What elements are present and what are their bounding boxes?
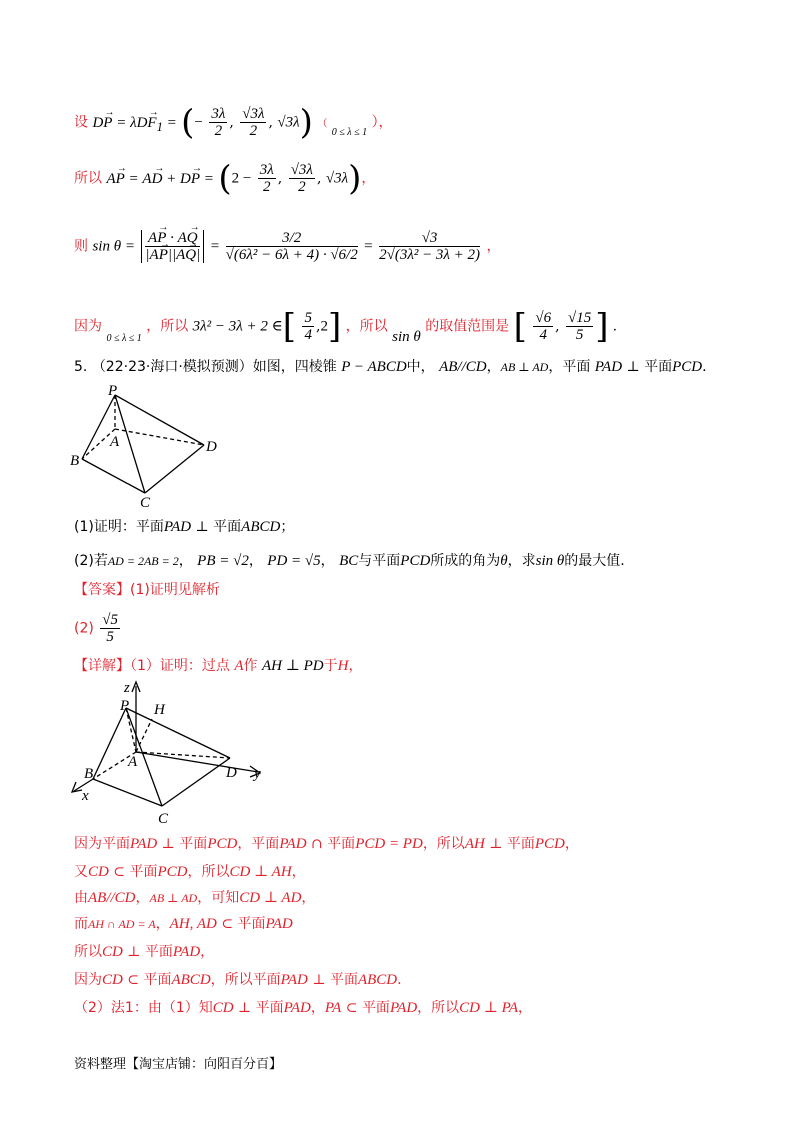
answer-part-2: (2) $\frac{√5}{5}$ bbox=[74, 612, 119, 645]
solution-line-sin: 则 sin θ = → $\frac{AP \cdot \to AQ}{|\to AP||\to AQ|}$ = $\frac{3/2}{\text{√(6λ² − 6λ + 4) · √6/2}}$ = $\frac{√3}{\text{2√(3λ² − 3λ + 2)}}$ ， bbox=[74, 230, 760, 263]
vertex-label-a: A bbox=[110, 434, 120, 450]
proof-step-3: 由AB//CD，AB ⊥ AD，可知CD ⊥ AD， bbox=[74, 890, 316, 906]
proof-step-5: 所以CD ⊥ 平面PAD， bbox=[74, 944, 215, 960]
proof-step-1: 因为平面PAD ⊥ 平面PCD，平面PAD ∩ 平面PCD = PD，所以AH ⊥ 平面PCD， bbox=[74, 836, 579, 852]
vertex-label-b: B bbox=[84, 766, 94, 782]
vertex-label-c: C bbox=[140, 495, 151, 510]
vertex-label-d: D bbox=[226, 765, 237, 781]
pyramid-figure bbox=[68, 385, 238, 510]
proof-step-4: 而AH ∩ AD = A，AH, AD ⊂ 平面PAD bbox=[74, 916, 293, 932]
detail-intro: 【详解】（1）证明：过点 A作 AH ⊥ PD于H， bbox=[74, 658, 363, 674]
proof-step-7: （2）法1：由（1）知CD ⊥ 平面PAD，PA ⊂ 平面PAD，所以CD ⊥ PA， bbox=[74, 1000, 533, 1016]
solution-line-range: 因为 $_{0 \le \lambda \le 1}$ ，所以 3λ² − 3λ + 2 ∈[ $\frac{5}{4}$ ,2] ，所以 sin θ 的取值范围是 [ $\frac{√6}{4}$ , $\frac{√15}{5}$ ] . bbox=[74, 306, 617, 347]
vertex-label-a: A bbox=[128, 754, 138, 770]
vertex-label-p: P bbox=[108, 385, 118, 399]
vertex-label-p: P bbox=[120, 698, 130, 714]
axis-label-x: x bbox=[82, 788, 89, 804]
solution-line-ap: 所以 → AP = → AD + → DP = (2 − $\frac{3\lambda}{2}$ , $\frac{√3\lambda}{2}$ , √3λ)， bbox=[74, 162, 760, 195]
part-1: (1)证明：平面PAD ⊥ 平面ABCD； bbox=[74, 519, 295, 535]
proof-step-6: 因为CD ⊂ 平面ABCD，所以平面PAD ⊥ 平面ABCD. bbox=[74, 972, 402, 988]
footer-note: 资料整理【淘宝店铺：向阳百分百】 bbox=[74, 1057, 283, 1072]
vertex-label-c: C bbox=[158, 811, 169, 827]
part-2: (2)若AD = 2AB = 2， PB = √2， PD = √5， BC与平面PCD所成的角为θ，求sin θ的最大值. bbox=[74, 553, 625, 569]
answer-line: 【答案】(1)证明见解析 bbox=[74, 582, 220, 598]
proof-step-2: 又CD ⊂ 平面PCD，所以CD ⊥ AH， bbox=[74, 864, 306, 880]
solution-line-dp: 设 → DP = $\lambda\to DF_1$ = (− $\frac{3\lambda}{2}$ , $\frac{√3\lambda}{2}$ , √3λ) （ $_{0 \le \lambda \le 1}$ ）， bbox=[74, 106, 760, 139]
vertex-label-d: D bbox=[206, 439, 217, 455]
axis-label-y: y bbox=[254, 766, 261, 782]
vertex-label-b: B bbox=[70, 453, 80, 469]
vertex-label-h: H bbox=[154, 702, 165, 718]
coordinate-pyramid-figure bbox=[68, 678, 278, 828]
problem-statement: 5. （22·23·海口·模拟预测）如图，四棱锥 P − ABCD中， AB//CD，AB ⊥ AD，平面 PAD ⊥ 平面PCD. bbox=[74, 359, 707, 375]
axis-label-z: z bbox=[124, 680, 130, 696]
